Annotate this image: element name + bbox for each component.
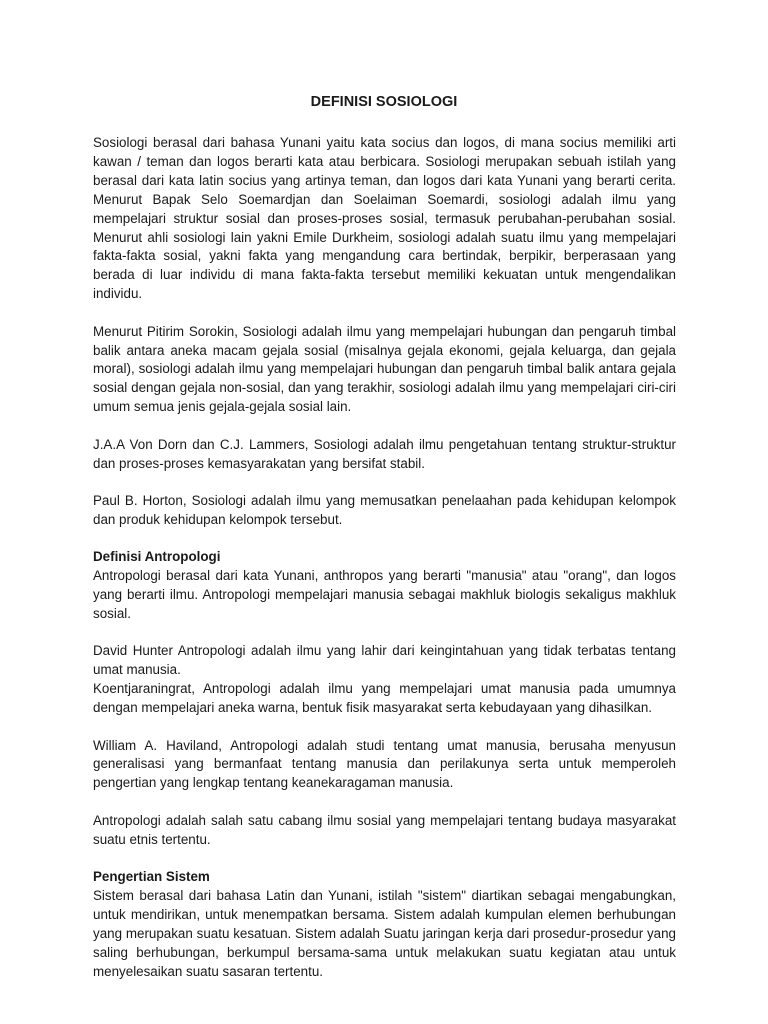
paragraph-sosiologi-etimologi: Sosiologi berasal dari bahasa Yunani yaitu kata socius dan logos, di mana socius memiliki arti kawan / teman dan logos berarti kata atau berbicara. Sosiologi merupakan sebuah istilah yang berasal dari kata latin socius yang artinya teman, dan logos dari kata Yunani yang berarti cerita. Menurut Bapak Selo Soemardjan dan Soelaiman Soemardi, sosiologi adalah ilmu yang mempelajari struktur sosial dan proses-proses sosial, termasuk perubahan-perubahan sosial. Menurut ahli sosiologi lain yakni Emile Durkheim, sosiologi adalah suatu ilmu yang mempelajari fakta-fakta sosial, yakni fakta yang mengandung cara bertindak, berpikir, berperasaan yang berada di luar individu di mana fakta-fakta tersebut memiliki kekuatan untuk mengendalikan individu. [93,135,676,302]
paragraph-sistem: Sistem berasal dari bahasa Latin dan Yunani, istilah "sistem" diartikan sebagai mengabungkan, untuk mendirikan, untuk menempatkan bersama. Sistem adalah kumpulan elemen berhubungan yang merupakan suatu kesatuan. Sistem adalah Suatu jaringan kerja dari prosedur-prosedur yang saling berhubungan, berkumpul bersama-sama untuk melakukan suatu kegiatan atau untuk menyelesaikan suatu sasaran tertentu. [93,888,676,979]
paragraph-antropologi-etimologi: Antropologi berasal dari kata Yunani, anthropos yang berarti "manusia" atau "orang", dan logos yang berarti ilmu. Antropologi mempelajari manusia sebagai makhluk biologis sekaligus makhluk sosial. [93,568,676,622]
page-title: DEFINISI SOSIOLOGI [310,94,458,110]
document-body [93,134,676,1000]
paragraph-sorokin: Menurut Pitirim Sorokin, Sosiologi adalah ilmu yang mempelajari hubungan dan pengaruh timbal balik antara aneka macam gejala sosial (misalnya gejala ekonomi, gejala keluarga, dan gejala moral), sosiologi adalah ilmu yang mempelajari hubungan dan pengaruh timbal balik antara gejala sosial dengan gejala non-sosial, dan yang terakhir, sosiologi adalah ilmu yang mempelajari ciri-ciri umum semua jenis gejala-gejala sosial lain. [93,323,676,415]
paragraph-horton: Paul B. Horton, Sosiologi adalah ilmu yang memusatkan penelaahan pada kehidupan kelompok dan produk kehidupan kelompok tersebut. [93,493,676,527]
section-antropologi [93,548,676,624]
heading-pengertian-sistem: Pengertian Sistem [93,869,210,885]
paragraph-haviland: William A. Haviland, Antropologi adalah studi tentang umat manusia, berusaha menyusun generalisasi yang bermanfaat tentang manusia dan perilakunya serta untuk memperoleh pengertian yang lengkap tentang keanekaragaman manusia. [93,737,676,791]
paragraph-koentjaraningrat: Koentjaraningrat, Antropologi adalah ilmu yang mempelajari umat manusia pada umumnya dengan mempelajari aneka warna, bentuk fisik masyarakat serta kebudayaan yang dihasilkan. [93,681,676,716]
heading-definisi-antropologi: Definisi Antropologi [93,549,221,565]
paragraph-david-hunter: David Hunter Antropologi adalah ilmu yang lahir dari keingintahuan yang tidak terbatas tentang umat manusia. [93,643,676,678]
paragraph-antropologi-cabang: Antropologi adalah salah satu cabang ilmu sosial yang mempelajari tentang budaya masyarakat suatu etnis tertentu. [93,812,676,847]
paragraph-von-dorn: J.A.A Von Dorn dan C.J. Lammers, Sosiologi adalah ilmu pengetahuan tentang struktur-struktur dan proses-proses kemasyarakatan yang bersifat stabil. [93,436,676,471]
section-sistem [93,868,676,981]
